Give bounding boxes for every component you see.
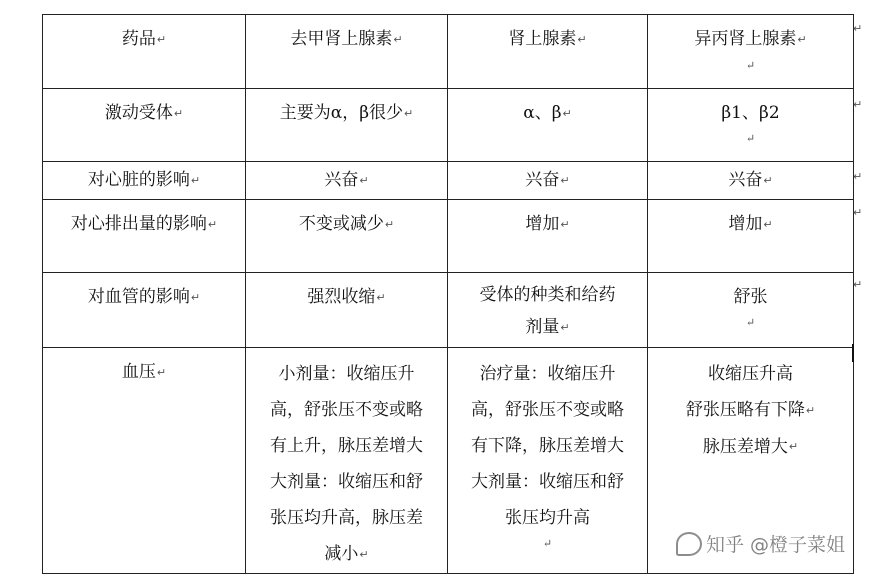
header-cell: 肾上腺素↵	[448, 15, 648, 89]
table-header-row	[43, 15, 854, 89]
table-cell-multiline: 治疗量：收缩压升 高，舒张压不变或略 有下降，脉压差增大 大剂量：收缩压和舒 张压均升高 ↵	[448, 348, 648, 574]
table-cell: 舒张 ↵	[648, 273, 854, 348]
table-cell: 强烈收缩↵	[246, 273, 448, 348]
row-end-mark: ↵	[853, 22, 863, 35]
table-cell-multiline: 小剂量：收缩压升 高，舒张压不变或略 有上升，脉压差增大 大剂量：收缩压和舒 张压均升高，脉压差 减小↵	[246, 348, 448, 574]
table-row	[43, 273, 854, 348]
row-end-mark: ↵	[853, 206, 863, 219]
table-cell: 受体的种类和给药 剂量↵	[448, 273, 648, 348]
row-label: 对心排出量的影响↵	[43, 200, 246, 273]
row-end-mark: ↵	[853, 98, 863, 111]
table-cell: 兴奋↵	[648, 162, 854, 200]
header-cell: 去甲肾上腺素↵	[246, 15, 448, 89]
table-cell: α、β↵	[448, 89, 648, 162]
header-cell: 药品↵	[43, 15, 246, 89]
table-cell: β1、β2 ↵	[648, 89, 854, 162]
header-cell: 异丙肾上腺素↵ ↵	[648, 15, 854, 89]
table-cell: 增加↵	[448, 200, 648, 273]
row-label: 对心脏的影响↵	[43, 162, 246, 200]
row-label: 激动受体↵	[43, 89, 246, 162]
table-row	[43, 89, 854, 162]
text-cursor	[852, 344, 854, 362]
drug-comparison-table	[42, 14, 854, 574]
table-cell: 主要为α，β很少↵	[246, 89, 448, 162]
row-label: 对血管的影响↵	[43, 273, 246, 348]
table-cell-multiline: 收缩压升高 舒张压略有下降↵ 脉压差增大↵	[648, 348, 854, 574]
table-cell: 不变或减少↵	[246, 200, 448, 273]
table-cell: 兴奋↵	[448, 162, 648, 200]
speech-bubble-icon	[676, 532, 702, 556]
table-cell: 兴奋↵	[246, 162, 448, 200]
row-end-mark: ↵	[853, 170, 863, 183]
row-end-mark: ↵	[853, 278, 863, 291]
table-cell: 增加↵	[648, 200, 854, 273]
table-row	[43, 162, 854, 200]
row-label: 血压↵	[43, 348, 246, 574]
table-row	[43, 200, 854, 273]
watermark: 知乎 @橙子菜姐	[676, 530, 845, 557]
